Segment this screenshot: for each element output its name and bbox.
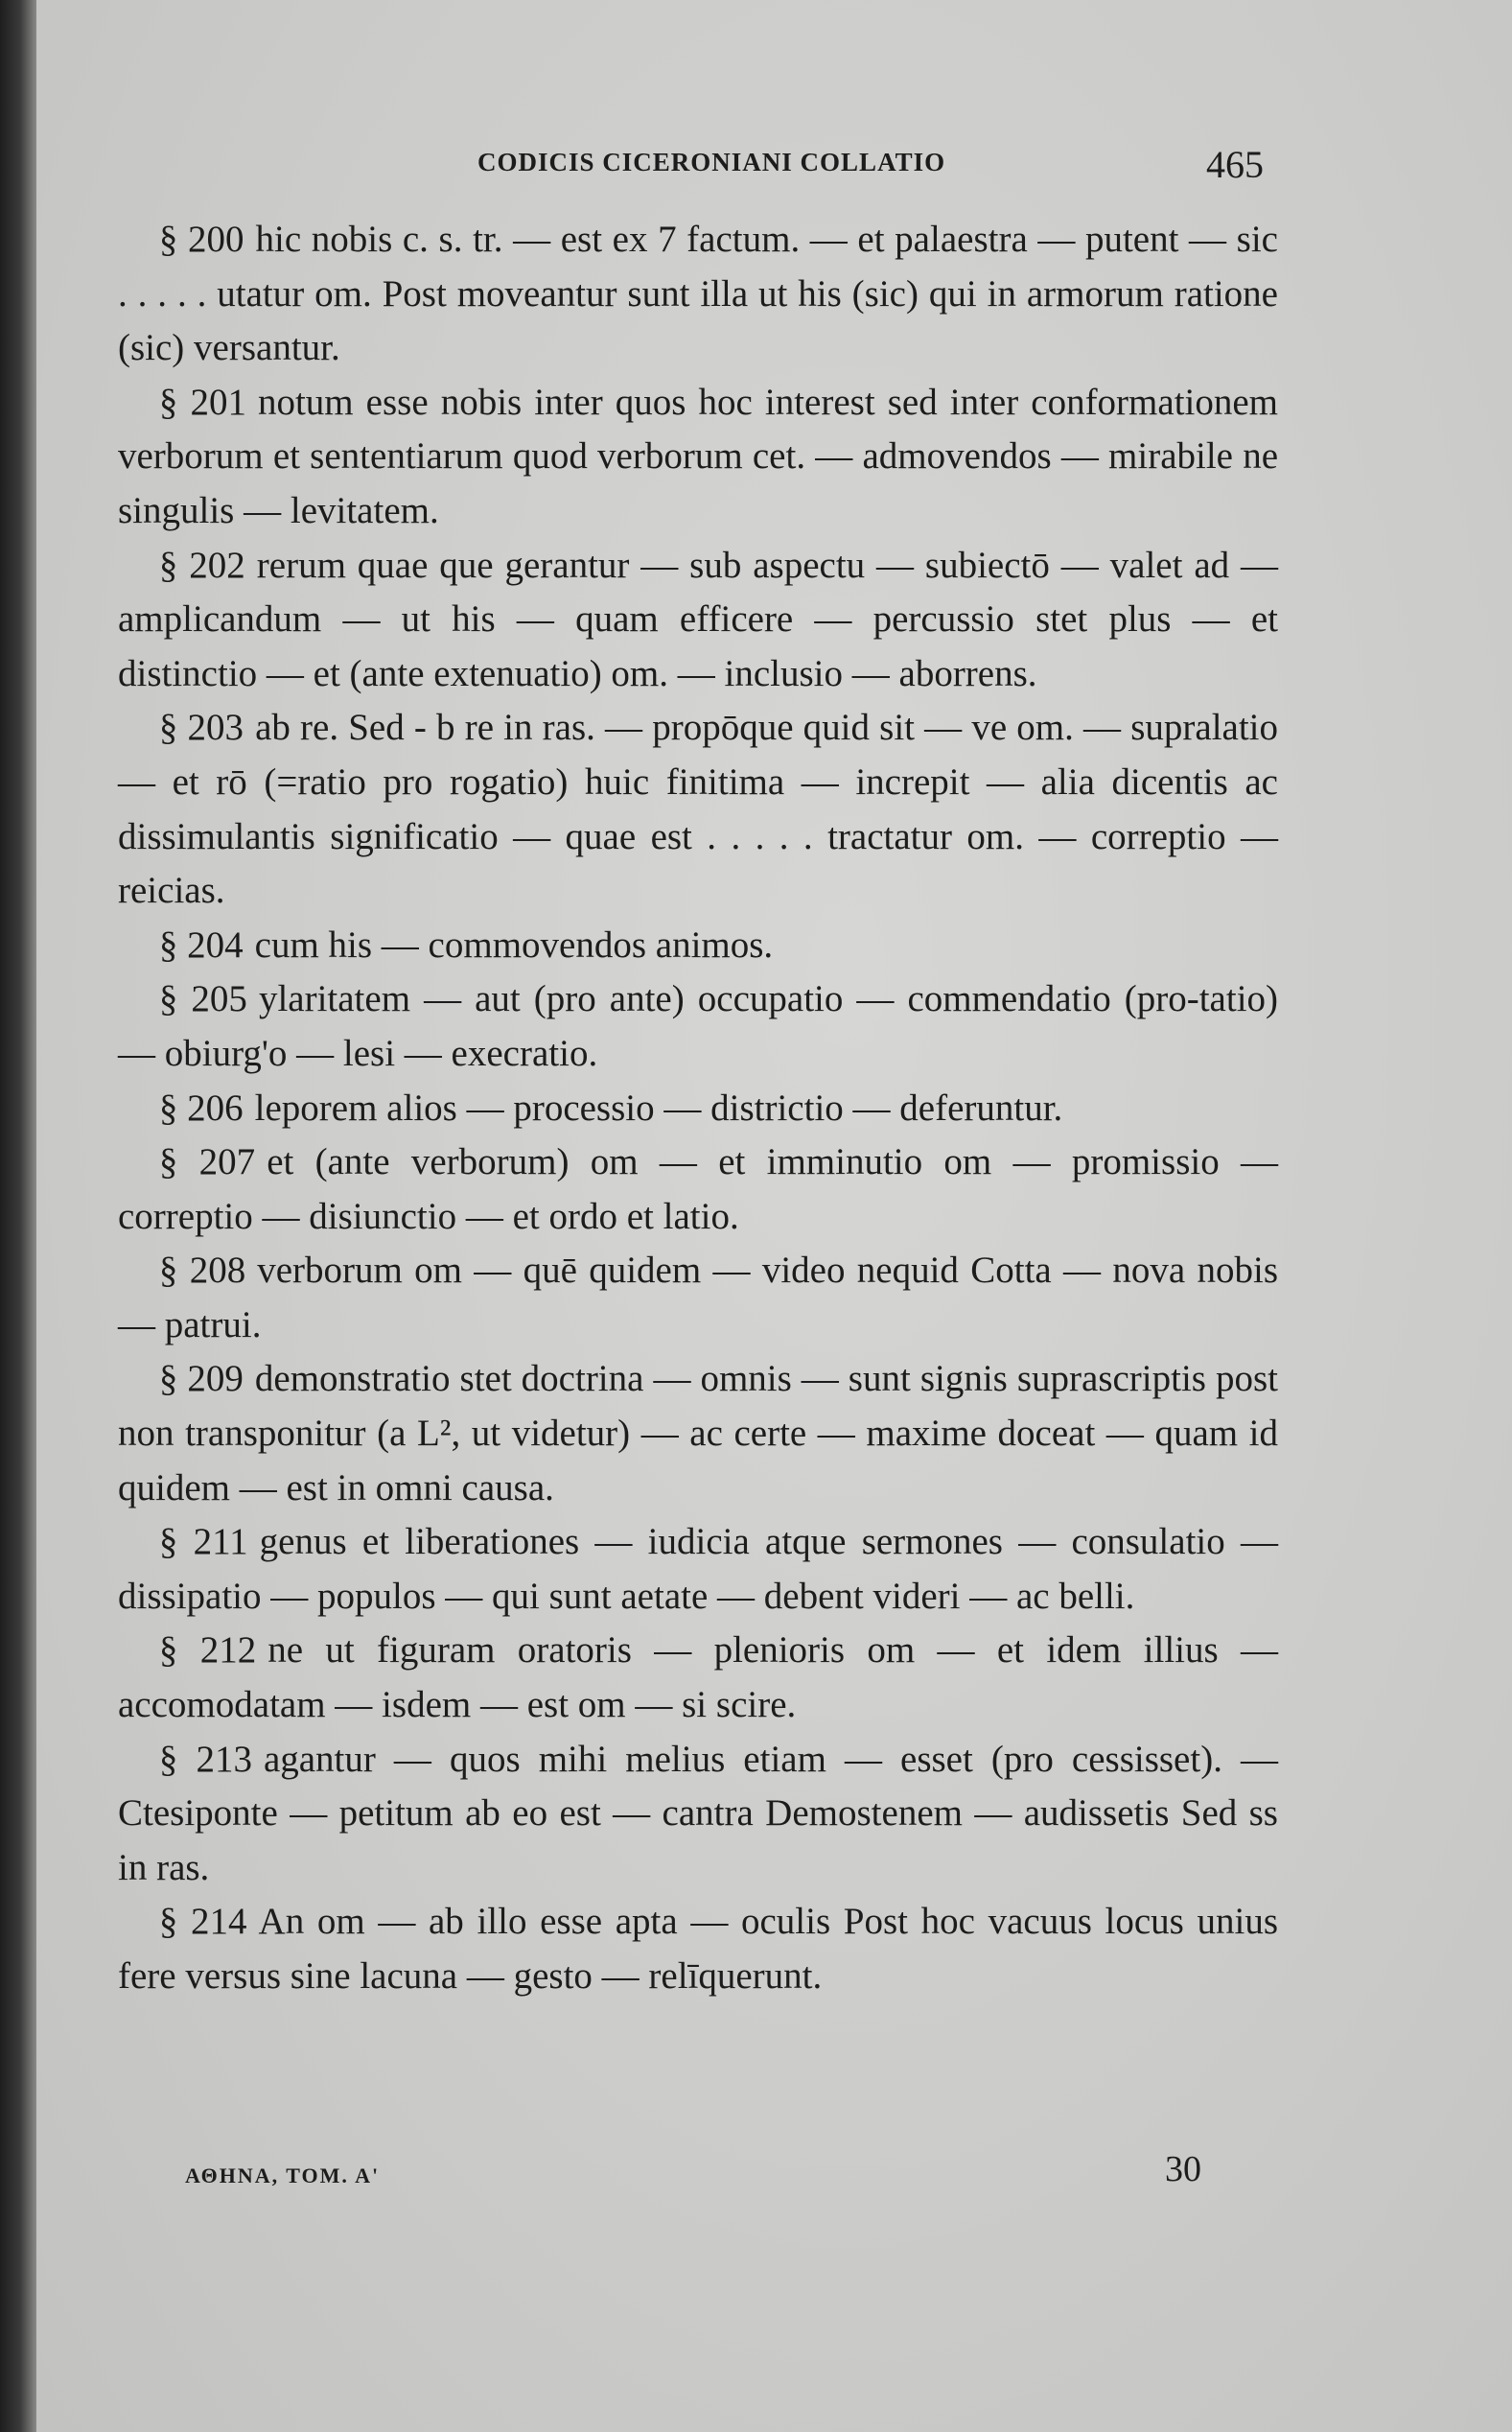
section-number: § 200	[158, 219, 244, 260]
paragraph-text: ne ut figuram oratoris — plenioris om — et idem illius — accomodatam — isdem — est om — si scire.	[118, 1629, 1278, 1726]
running-title: CODICIS CICERONIANI COLLATIO	[477, 148, 946, 176]
paragraph-text: notum esse nobis inter quos hoc interest sed inter conformationem verborum et sententiarum quod verborum cet. — admovendos — mirabile ne singulis — levitatem.	[118, 381, 1279, 531]
page-number: 465	[1206, 143, 1264, 186]
paragraph-text: An om — ab illo esse apta — oculis Post hoc vacuus locus unius fere versus sine lacuna — gesto — relīquerunt.	[118, 1901, 1278, 1997]
paragraph-text: ab re. Sed - b re in ras. — propōque quid sit — ve om. — supralatio — et rō (=ratio pro rogatio) huic finitima — increpit — alia dicentis ac dissimulantis significatio — quae est . . . . . tractatur om. — correptio — reicias.	[118, 707, 1279, 912]
section-number: § 204	[158, 924, 244, 966]
paragraph-text: ylaritatem — aut (pro ante) occupatio — commendatio (pro-tatio) — obiurg'o — lesi — execratio.	[118, 978, 1279, 1074]
section-number: § 208	[158, 1250, 246, 1292]
paragraph-207	[118, 1135, 1278, 1244]
paragraph-206	[118, 1082, 1278, 1136]
section-number: § 214	[158, 1901, 247, 1943]
paragraph-208	[118, 1244, 1278, 1352]
section-number: § 207	[158, 1141, 256, 1183]
section-number: § 211	[158, 1521, 248, 1563]
paragraph-text: demonstratio stet doctrina — omnis — sunt signis suprascriptis post non transponitur (a L², ut videtur) — ac certe — maxime doceat — quam id quidem — est in omni causa.	[118, 1358, 1278, 1508]
gathering-number: 30	[1165, 2149, 1201, 2189]
collation-text	[118, 213, 1278, 2004]
paragraph-text: et (ante verborum) om — et imminutio om — promissio — correptio — disiunctio — et ordo et latio.	[118, 1141, 1279, 1237]
page-footer	[185, 2148, 1201, 2206]
paragraph-201	[118, 376, 1278, 539]
paragraph-text: leporem alios — processio — districtio — deferuntur.	[254, 1087, 1063, 1129]
section-number: § 202	[158, 544, 245, 586]
section-number: § 203	[158, 707, 244, 749]
section-number: § 205	[158, 978, 247, 1020]
paragraph-212	[118, 1624, 1278, 1732]
running-head	[439, 142, 1264, 190]
paragraph-205	[118, 972, 1278, 1081]
paragraph-203	[118, 701, 1278, 918]
paragraph-200	[118, 213, 1278, 376]
paragraph-202	[118, 539, 1278, 702]
paragraph-text: cum his — commovendos animos.	[254, 924, 774, 966]
section-number: § 206	[158, 1087, 244, 1129]
paragraph-214	[118, 1895, 1278, 2003]
paragraph-text: hic nobis c. s. tr. — est ex 7 factum. — et palaestra — putent — sic . . . . . utatur om. Post moveantur sunt illa ut his (sic) qui in armorum ratione (sic) versantur.	[118, 219, 1278, 369]
paragraph-text: rerum quae que gerantur — sub aspectu — subiectō — valet ad — amplicandum — ut his — quam efficere — percussio stet plus — et distinctio — et (ante extenuatio) om. — inclusio — aborrens.	[118, 544, 1279, 694]
signature-mark: ΑΘΗΝΑ, ΤΟΜ. Α'	[185, 2163, 381, 2187]
section-number: § 209	[158, 1358, 244, 1400]
paragraph-213	[118, 1733, 1278, 1896]
paragraph-204	[118, 919, 1278, 973]
scan-edge	[0, 0, 36, 2432]
section-number: § 212	[158, 1629, 257, 1672]
section-number: § 213	[158, 1738, 252, 1780]
paragraph-text: verborum om — quē quidem — video nequid Cotta — nova nobis — patrui.	[118, 1250, 1278, 1345]
section-number: § 201	[158, 381, 246, 423]
paragraph-211	[118, 1515, 1278, 1624]
paragraph-text: agantur — quos mihi melius etiam — esset (pro cessisset). — Ctesiponte — petitum ab eo est — cantra Demostenem — audissetis Sed ss in ras.	[118, 1738, 1278, 1888]
paragraph-209	[118, 1352, 1278, 1515]
book-page	[36, 0, 1512, 2432]
paragraph-text: genus et liberationes — iudicia atque sermones — consulatio — dissipatio — populos — qui sunt aetate — debent videri — ac belli.	[118, 1521, 1278, 1617]
